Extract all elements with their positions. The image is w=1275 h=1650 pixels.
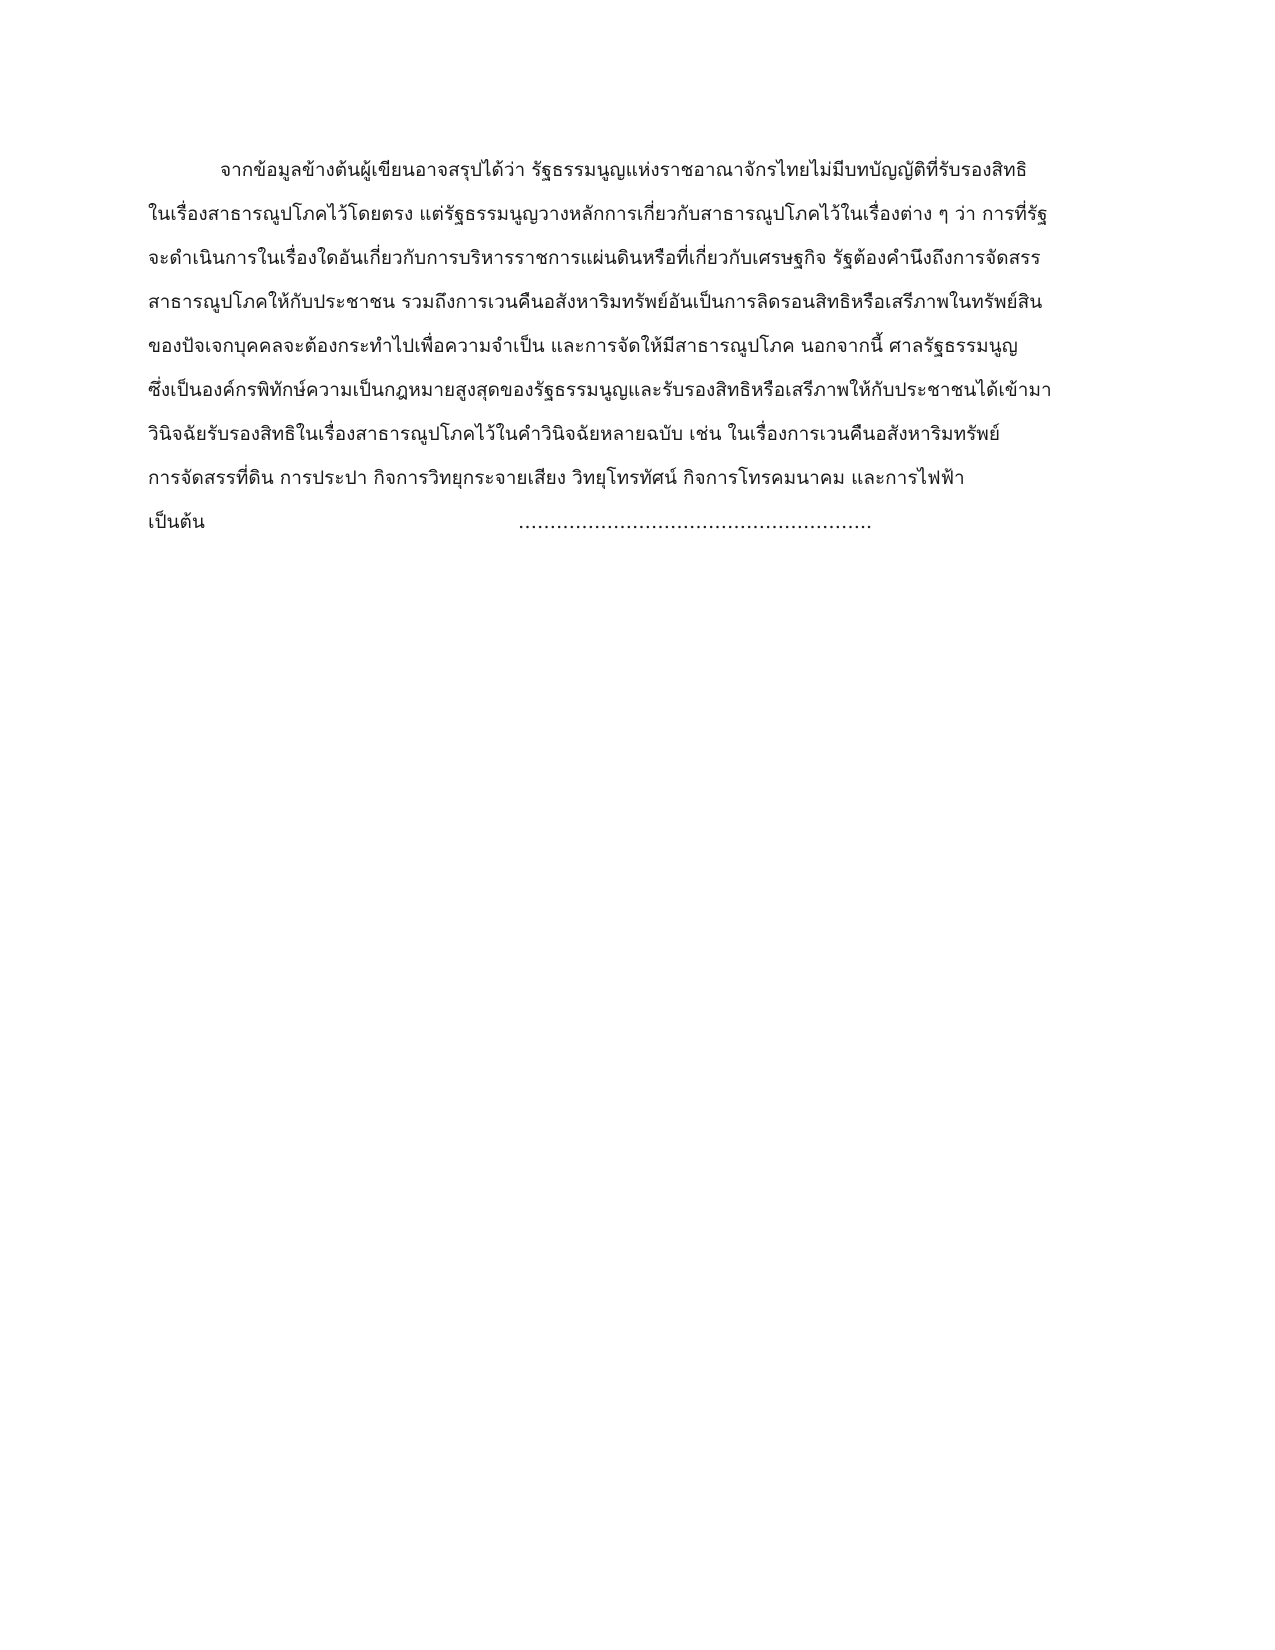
paragraph-line-4: สาธารณูปโภคให้กับประชาชน รวมถึงการเวนคืนอสังหาริมทรัพย์อันเป็นการลิดรอนสิทธิหรือเสรีภาพในทรัพย์สิน (148, 291, 1043, 313)
paragraph-line-1: จากข้อมูลข้างต้นผู้เขียนอาจสรุปได้ว่า รัฐธรรมนูญแห่งราชอาณาจักรไทยไม่มีบทบัญญัติที่รับรองสิทธิ (220, 159, 1028, 181)
paragraph-line-5: ของปัจเจกบุคคลจะต้องกระทำไปเพื่อความจำเป็น และการจัดให้มีสาธารณูปโภค นอกจากนี้ ศาลรัฐธรรมนูญ (148, 335, 1018, 357)
paragraph-line-8: การจัดสรรที่ดิน การประปา กิจการวิทยุกระจายเสียง วิทยุโทรทัศน์ กิจการโทรคมนาคม และการไฟฟ้า (148, 467, 965, 489)
paragraph-line-6: ซึ่งเป็นองค์กรพิทักษ์ความเป็นกฎหมายสูงสุดของรัฐธรรมนูญและรับรองสิทธิหรือเสรีภาพให้กับประชาชนได้เข้ามา (148, 379, 1052, 401)
paragraph-last-line (148, 500, 1118, 544)
body-paragraph (148, 148, 1118, 544)
paragraph-line-2: ในเรื่องสาธารณูปโภคไว้โดยตรง แต่รัฐธรรมนูญวางหลักการเกี่ยวกับสาธารณูปโภคไว้ในเรื่องต่าง ๆ ว่า การที่รัฐ (148, 203, 1048, 225)
paragraph-line-7: วินิจฉัยรับรองสิทธิในเรื่องสาธารณูปโภคไว้ในคำวินิจฉัยหลายฉบับ เช่น ในเรื่องการเวนคืนอสังหาริมทรัพย์ (148, 423, 1000, 445)
dotted-separator: ……………………………………………….. (518, 511, 873, 533)
paragraph-line-3: จะดำเนินการในเรื่องใดอันเกี่ยวกับการบริหารราชการแผ่นดินหรือที่เกี่ยวกับเศรษฐกิจ รัฐต้องคำนึงถึงการจัดสรร (148, 247, 1041, 269)
paragraph-line-9: เป็นต้น (148, 511, 205, 533)
